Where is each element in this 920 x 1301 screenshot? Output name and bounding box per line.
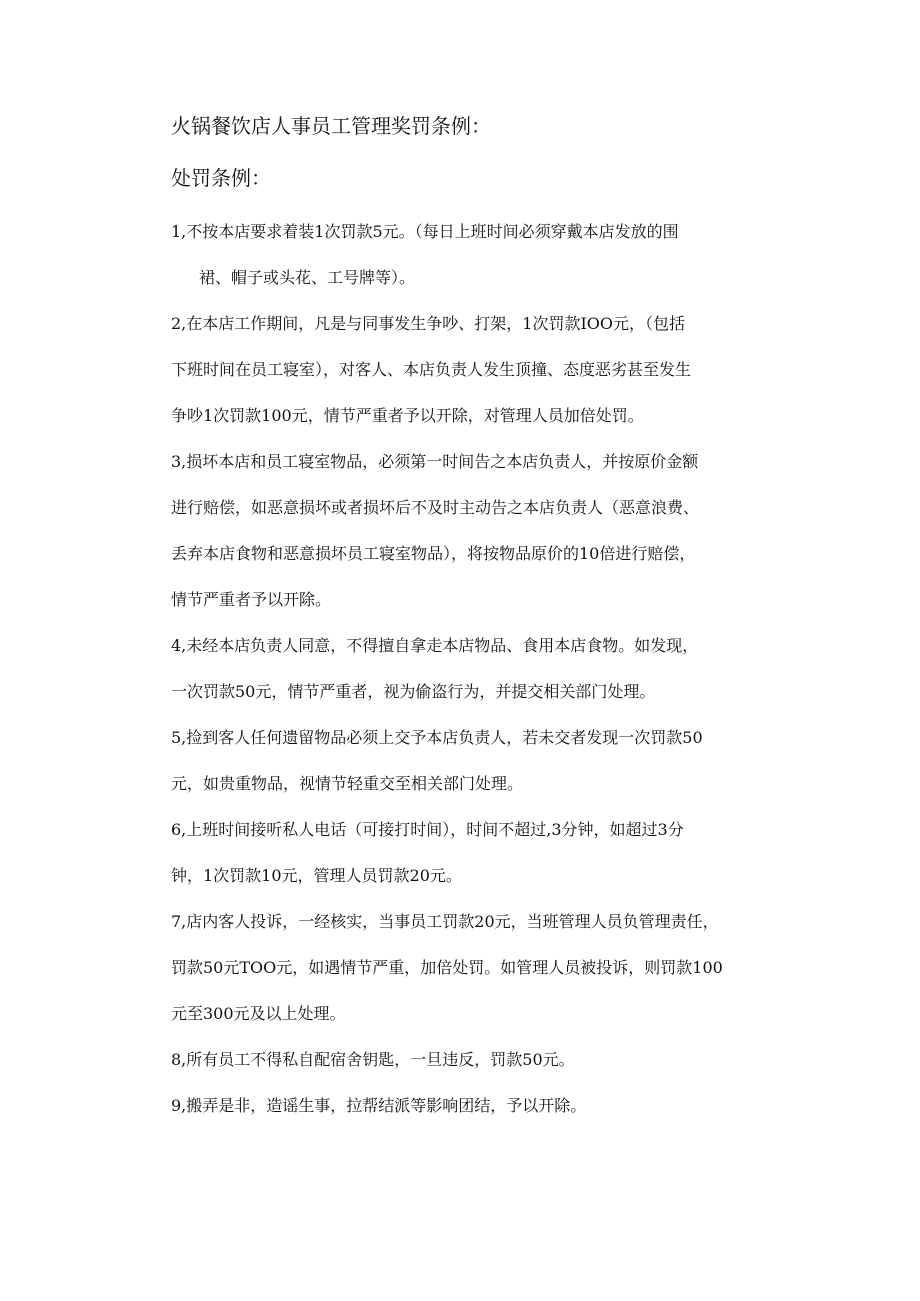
rule-line: 下班时间在员工寝室），对客人、本店负责人发生顶撞、态度恶劣甚至发生 (171, 360, 692, 379)
rule-item-3 (171, 439, 799, 623)
rule-line: 一次罚款50元，情节严重者，视为偷盗行为，并提交相关部门处理。 (171, 682, 656, 701)
rule-line: 9,搬弄是非，造谣生事，拉帮结派等影响团结，予以开除。 (171, 1096, 587, 1115)
rule-line: 罚款50元TOO元，如遇情节严重，加倍处罚。如管理人员被投诉，则罚款100 (171, 958, 723, 977)
rule-line: 裙、帽子或头花、工号牌等）。 (199, 268, 416, 287)
rule-line: 争吵1次罚款100元，情节严重者予以开除，对管理人员加倍处罚。 (171, 406, 644, 425)
rule-line: 4,未经本店负责人同意，不得擅自拿走本店物品、食用本店食物。如发现， (171, 636, 699, 655)
rule-item-6 (171, 807, 799, 899)
rule-item-1 (171, 209, 799, 301)
rule-line: 元，如贵重物品，视情节轻重交至相关部门处理。 (171, 774, 524, 793)
rule-line: 情节严重者予以开除。 (171, 590, 332, 609)
rule-line: 2,在本店工作期间，凡是与同事发生争吵、打架，1次罚款IOO元，（包括 (171, 314, 686, 333)
rule-line: 3,损坏本店和员工寝室物品，必须第一时间告之本店负责人，并按原价金额 (171, 452, 699, 471)
section-heading: 处罚条例： (171, 166, 271, 190)
rule-item-2 (171, 301, 799, 439)
document-title: 火锅餐饮店人事员工管理奖罚条例： (171, 114, 491, 138)
rule-line: 8,所有员工不得私自配宿舍钥匙，一旦违反，罚款50元。 (171, 1050, 575, 1069)
rule-line: 丢弃本店食物和恶意损坏员工寝室物品），将按物品原价的10倍进行赔偿， (171, 544, 696, 563)
rule-item-9 (171, 1083, 799, 1129)
rule-line: 5,捡到客人任何遗留物品必须上交予本店负责人，若未交者发现一次罚款50 (171, 728, 703, 747)
rule-item-8 (171, 1037, 799, 1083)
rule-line: 6,上班时间接听私人电话（可接打时间），时间不超过,3分钟，如超过3分 (171, 820, 684, 839)
rule-line: 进行赔偿，如恶意损坏或者损坏后不及时主动告之本店负责人（恶意浪费、 (171, 498, 700, 517)
rule-item-4 (171, 623, 799, 715)
document-content (171, 112, 799, 1129)
rule-line: 7,店内客人投诉，一经核实，当事员工罚款20元，当班管理人员负管理责任， (171, 912, 719, 931)
rule-item-5 (171, 715, 799, 807)
rule-line: 1,不按本店要求着装1次罚款5元。（每日上班时间必须穿戴本店发放的围 (171, 222, 679, 241)
rule-line: 元至300元及以上处理。 (171, 1004, 346, 1023)
rule-item-7 (171, 899, 799, 1037)
rule-line: 钟，1次罚款10元，管理人员罚款20元。 (171, 866, 462, 885)
